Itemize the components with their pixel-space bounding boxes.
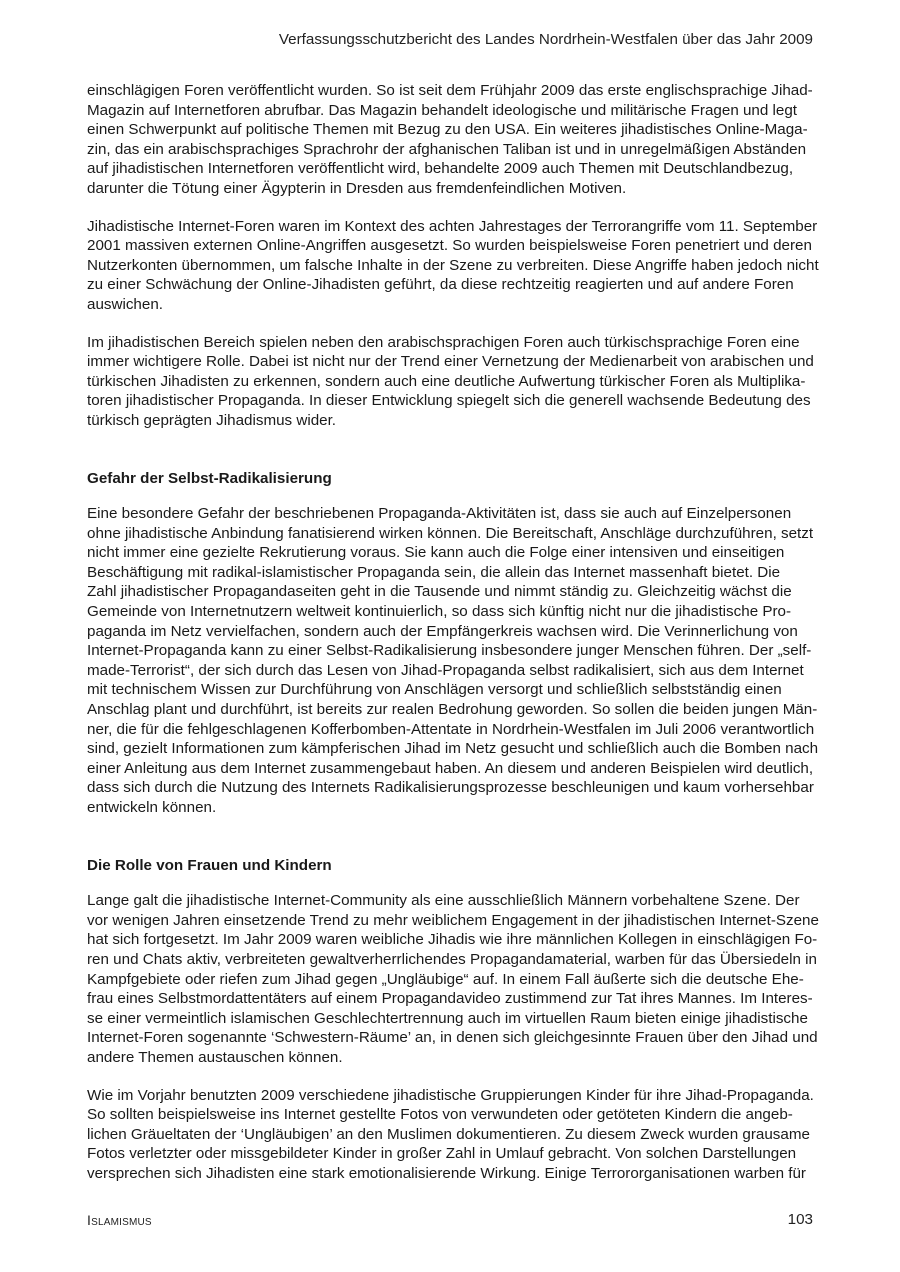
text-line: Im jihadistischen Bereich spielen neben den arabischsprachigen Foren auch türkischsprachige Foren eine [87,333,800,351]
text-line: versprechen sich Jihadisten eine stark emotionalisierende Wirkung. Einige Terrororganisationen warben für [87,1164,806,1182]
text-line: darunter die Tötung einer Ägypterin in Dresden aus fremdenfeindlichen Motiven. [87,179,627,197]
text-line: nicht immer eine gezielte Rekrutierung voraus. Sie kann auch die Folge einer intensiven und einseitigen [87,544,785,562]
text-line: Internet-Propaganda kann zu einer Selbst-Radikalisierung insbesondere junger Menschen führen. Der „self- [87,642,812,660]
text-line: auswichen. [87,295,163,313]
text-line: Eine besondere Gefahr der beschriebenen Propaganda-Aktivitäten ist, dass sie auch auf Einzelpersonen [87,505,792,523]
page-number: 103 [787,1211,813,1228]
text-line: So sollten beispielsweise ins Internet gestellte Fotos von verwundeten oder getöteten Kindern die angeb- [87,1106,793,1124]
text-line: Magazin auf Internetforen abrufbar. Das Magazin behandelt ideologische und militärische Fragen und legt [87,101,798,119]
text-line: Wie im Vorjahr benutzten 2009 verschiedene jihadistische Gruppierungen Kinder für ihre Jihad-Propaganda. [87,1086,814,1104]
text-line: sind, gezielt Informationen zum kämpferischen Jihad im Netz gesucht und schließlich auch die Bomben nach [87,740,819,758]
text-line: Gemeinde von Internetnutzern weltweit kontinuierlich, so dass sich künftig nicht nur die jihadistische Pro- [87,603,792,621]
text-line: vor wenigen Jahren einsetzende Trend zu mehr weiblichem Engagement in der jihadistischen Internet-Szene [87,911,819,929]
text-line: Nutzerkonten übernommen, um falsche Inhalte in der Szene zu verbreiten. Diese Angriffe haben jedoch nicht [87,256,819,274]
running-header: Verfassungsschutzbericht des Landes Nordrhein-Westfalen über das Jahr 2009 [278,31,813,48]
text-line: 2001 massiven externen Online-Angriffen ausgesetzt. So wurden beispielsweise Foren penetriert und deren [87,237,812,255]
text-line: frau eines Selbstmordattentäters auf einem Propagandavideo zustimmend zur Tat ihres Mannes. Im Interes- [87,990,813,1008]
text-line: made-Terrorist“, der sich durch das Lesen von Jihad-Propaganda selbst radikalisiert, sich aus dem Internet [87,661,804,679]
text-line: Beschäftigung mit radikal-islamistischer Propaganda sein, die allein das Internet massenhaft bietet. Die [87,563,781,581]
text-line: Anschlag plant und durchführt, ist bereits zur realen Bedrohung geworden. So sollen die beiden jungen Män- [87,701,818,719]
text-line: andere Themen austauschen können. [87,1048,343,1066]
paragraph-online-angriffe [87,217,819,315]
text-line: zu einer Schwächung der Online-Jihadisten geführt, da diese rechtzeitig reagierten und auf andere Foren [87,276,794,294]
text-line: Kampfgebiete oder riefen zum Jihad gegen „Ungläubige“ auf. In einem Fall äußerte sich die deutsche Ehe- [87,970,804,988]
paragraph-frauen [87,891,819,1067]
page-body [87,81,819,1184]
text-line: einschlägigen Foren veröffentlicht wurden. So ist seit dem Frühjahr 2009 das erste englischsprachige Jihad- [87,82,813,99]
text-line: einen Schwerpunkt auf politische Themen mit Bezug zu den USA. Ein weiteres jihadistisches Online-Maga- [87,121,808,139]
paragraph-foren-magazine [87,81,815,199]
section-heading-selbst-radikalisierung: Gefahr der Selbst-Radikalisierung [87,469,332,487]
text-line: ohne jihadistische Anbindung fanatisierend wirken können. Die Bereitschaft, Anschläge durchzuführen, setzt [87,524,814,542]
text-line: hat sich fortgesetzt. Im Jahr 2009 waren weibliche Jihadis wie ihre männlichen Kollegen in einschlägigen Fo- [87,931,818,949]
text-line: einer Anleitung aus dem Internet zusammengebaut haben. An diesem und anderen Beispielen wird deutlich, [87,759,814,777]
text-line: se einer vermeintlich islamischen Geschlechtertrennung auch im virtuellen Raum bieten einige jihadistische [87,1009,808,1027]
text-line: Fotos verletzter oder missgebildeter Kinder in großer Zahl in Umlauf gebracht. Von solchen Darstellungen [87,1145,797,1163]
paragraph-selbst-radikalisierung [87,504,819,818]
text-line: entwickeln können. [87,799,217,816]
text-line: Lange galt die jihadistische Internet-Community als eine ausschließlich Männern vorbehaltene Szene. Der [87,892,800,910]
text-line: toren jihadistischer Propaganda. In dieser Entwicklung spiegelt sich die generell wachsende Bedeutung des [87,392,811,410]
text-line: ren und Chats aktiv, verbreiteten gewaltverherrlichendes Propagandamaterial, warben für das Übersiedeln in [87,950,817,968]
text-line: ner, die für die fehlgeschlagenen Kofferbomben-Attentate in Nordrhein-Westfalen im Juli 2006 verantwortlich [87,720,815,738]
footer-section-label: Islamismus [87,1212,152,1228]
text-line: zin, das ein arabischsprachiges Sprachrohr der afghanischen Taliban ist und in unregelmäßigen Abständen [87,140,807,158]
text-line: türkischen Jihadisten zu erkennen, sondern auch eine deutliche Aufwertung türkischer Foren als Multiplika- [87,372,806,390]
text-line: mit technischem Wissen zur Durchführung von Anschlägen versorgt und schließlich selbstständig einen [87,681,782,699]
text-line: paganda im Netz vervielfachen, sondern auch der Empfängerkreis wachsen wird. Die Verinnerlichung von [87,622,798,640]
paragraph-kinder [87,1086,815,1184]
text-line: Internet-Foren sogenannte ‘Schwestern-Räume’ an, in denen sich gleichgesinnte Frauen über den Jihad und [87,1029,818,1047]
paragraph-tuerkische-foren [87,333,815,431]
text-line: dass sich durch die Nutzung des Internets Radikalisierungsprozesse beschleunigen und kaum vorhersehbar [87,779,814,797]
text-line: lichen Gräueltaten der ‘Ungläubigen’ an den Muslimen dokumentieren. Zu diesem Zweck wurden grausame [87,1125,810,1143]
section-heading-frauen-kinder: Die Rolle von Frauen und Kindern [87,856,332,874]
text-line: Jihadistische Internet-Foren waren im Kontext des achten Jahrestages der Terrorangriffe vom 11. September [87,217,818,235]
text-line: türkisch geprägten Jihadismus wider. [87,411,337,429]
text-line: immer wichtigere Rolle. Dabei ist nicht nur der Trend einer Vernetzung der Medienarbeit von arabischen und [87,353,814,371]
text-line: Zahl jihadistischer Propagandaseiten geht in die Tausende und nimmt ständig zu. Gleichzeitig wächst die [87,583,792,601]
text-line: auf jihadistischen Internetforen veröffentlicht wird, behandelte 2009 auch Themen mit Deutschlandbezug, [87,160,794,178]
